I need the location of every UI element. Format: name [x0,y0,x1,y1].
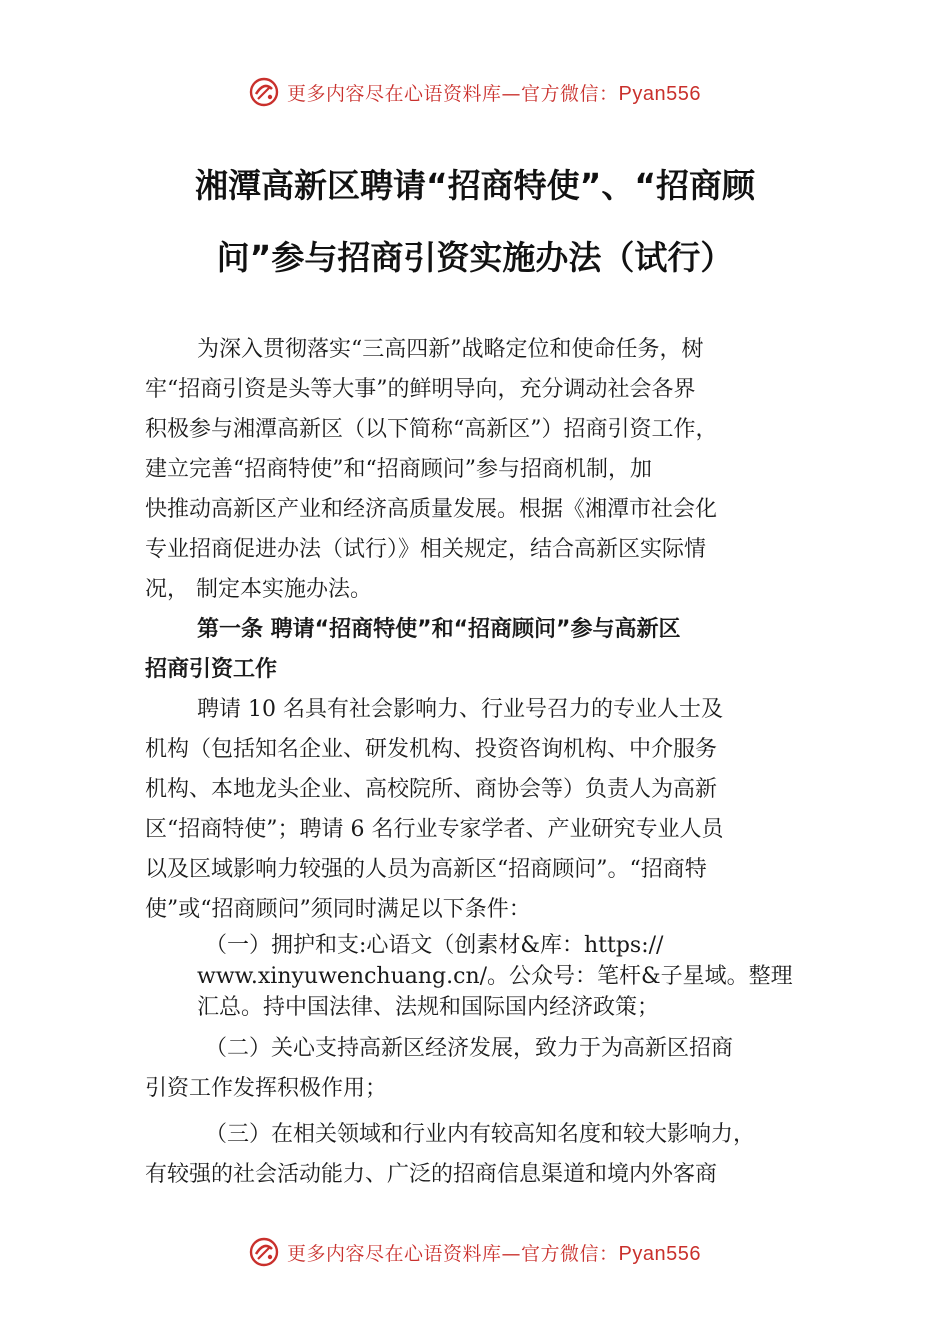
paragraph-line: 快推动高新区产业和经济高质量发展。根据《湘潭市社会化 [145,497,718,522]
document-body [145,330,815,1195]
red-circle-logo-icon [249,1237,279,1267]
list-item-line: 有较强的社会活动能力、广泛的招商信息渠道和境内外客商 [145,1162,718,1187]
list-item-line: （二）关心支持高新区经济发展，致力于为高新区招商 [205,1036,734,1061]
article-heading: 招商引资工作 [145,657,278,682]
paragraph-line: 聘请 10 名具有社会影响力、行业号召力的专业人士及 [197,697,723,722]
title-line: 湘潭高新区聘请“招商特使”、“招商顾 [194,166,756,205]
watermark-banner-bottom [0,1232,950,1272]
document-title [140,150,810,294]
paragraph-line: 以及区域影响力较强的人员为高新区“招商顾问”。“招商特 [145,857,707,882]
watermark-text: 更多内容尽在心语资料库—官方微信： [287,1242,619,1265]
watermark-wechat-id: Pyan556 [618,82,701,105]
article-heading: 第一条 聘请“招商特使”和“招商顾问”参与高新区 [197,617,681,642]
paragraph-line: 牢“招商引资是头等大事”的鲜明导向，充分调动社会各界 [145,377,696,402]
paragraph-line: 专业招商促进办法（试行）》相关规定，结合高新区实际情 [145,537,707,562]
paragraph-line: 建立完善“招商特使”和“招商顾问”参与招商机制，加 [145,457,652,482]
list-item-line: 引资工作发挥积极作用； [145,1076,388,1101]
watermark-banner-top [0,72,950,112]
watermark-wechat-id: Pyan556 [618,1242,701,1265]
paragraph-line: 况， 制定本实施办法。 [145,577,372,602]
list-item-line: 汇总。持中国法律、法规和国际国内经济政策； [197,995,660,1020]
paragraph-line: 积极参与湘潭高新区（以下简称“高新区”）招商引资工作， [145,417,718,442]
paragraph-line: 区“招商特使”；聘请 6 名行业专家学者、产业研究专业人员 [145,817,724,842]
watermark-text: 更多内容尽在心语资料库—官方微信： [287,82,619,105]
list-item-line: www.xinyuwenchuang.cn/。公众号：笔杆&子星域。整理 [197,964,793,989]
paragraph-line: 机构、本地龙头企业、高校院所、商协会等）负责人为高新 [145,777,718,802]
list-item-line: （一）拥护和支:心语文（创素材&库：https:// [205,933,664,958]
title-line: 问”参与招商引资实施办法（试行） [216,238,734,277]
paragraph-line: 机构（包括知名企业、研发机构、投资咨询机构、中介服务 [145,737,718,762]
paragraph-line: 使”或“招商顾问”须同时满足以下条件： [145,897,531,922]
paragraph-line: 为深入贯彻落实“三高四新”战略定位和使命任务，树 [197,337,704,362]
list-item-line: （三）在相关领域和行业内有较高知名度和较大影响力， [205,1122,756,1147]
red-circle-logo-icon [249,77,279,107]
